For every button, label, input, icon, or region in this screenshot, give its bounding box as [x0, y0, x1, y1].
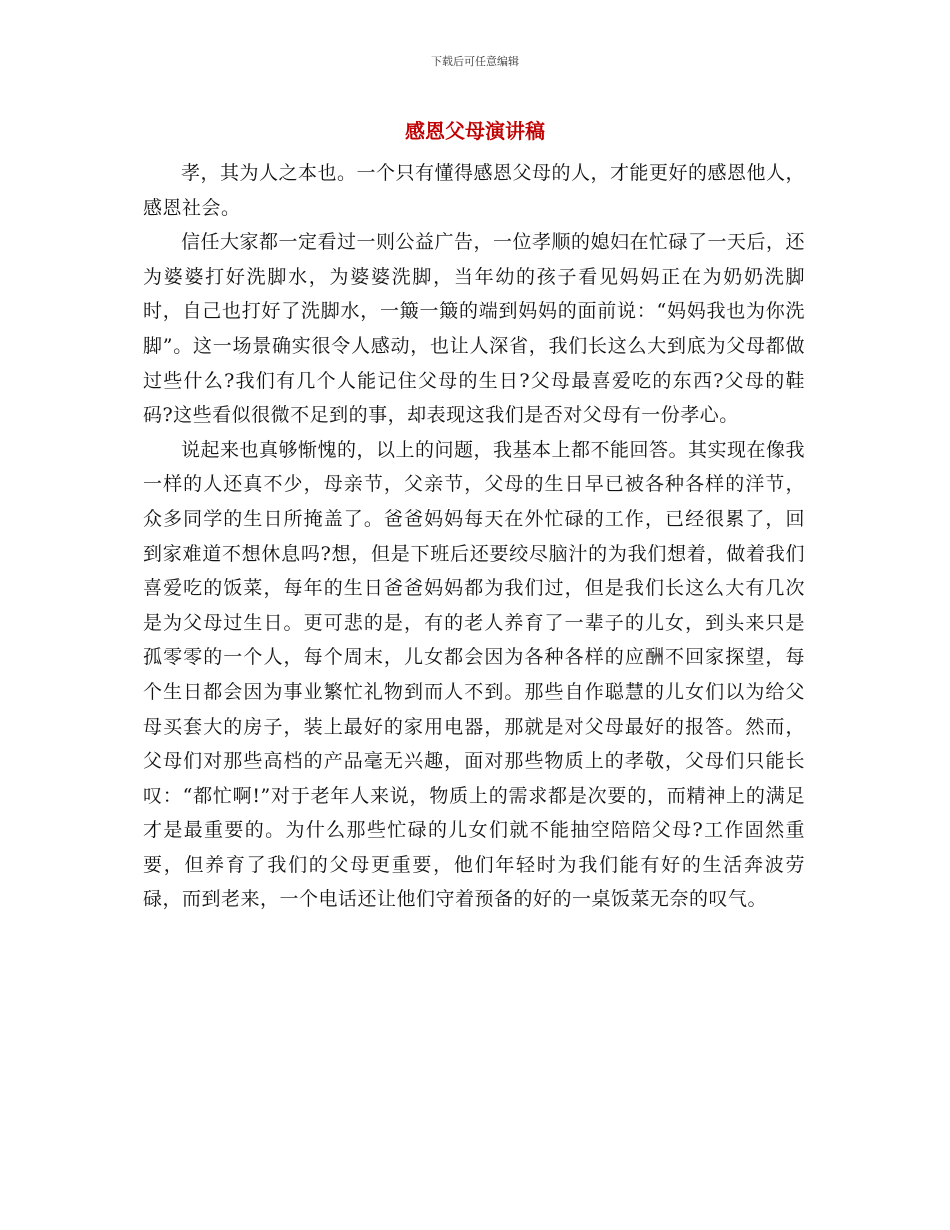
document-body: [143, 156, 805, 917]
header-note: 下载后可任意编辑: [431, 55, 519, 68]
paragraph-1: 孝，其为人之本也。一个只有懂得感恩父母的人，才能更好的感恩他人，感恩社会。: [143, 162, 806, 219]
document-title: 感恩父母演讲稿: [405, 119, 545, 143]
paragraph-3: 说起来也真够惭愧的，以上的问题，我基本上都不能回答。其实现在像我一样的人还真不少，母亲节，父亲节，父母的生日早已被各种各样的洋节，众多同学的生日所掩盖了。爸爸妈妈每天在外忙碌的工作，已经很累了，回到家难道不想休息吗?想，但是下班后还要绞尽脑汁的为我们想着，做着我们喜爱吃的饭菜，每年的生日爸爸妈妈都为我们过，但是我们长这么大有几次是为父母过生日。更可悲的是，有的老人养育了一辈子的儿女，到头来只是孤零零的一个人，每个周末，儿女都会因为各种各样的应酬不回家探望，每个生日都会因为事业繁忙礼物到而人不到。那些自作聪慧的儿女们以为给父母买套大的房子，装上最好的家用电器，那就是对父母最好的报答。然而，父母们对那些高档的产品毫无兴趣，面对那些物质上的孝敬，父母们只能长叹：“都忙啊!”对于老年人来说，物质上的需求都是次要的，而精神上的满足才是最重要的。为什么那些忙碌的儿女们就不能抽空陪陪父母?工作固然重要，但养育了我们的父母更重要，他们年轻时为我们能有好的生活奔波劳碌，而到老来，一个电话还让他们守着预备的好的一桌饭菜无奈的叹气。: [143, 438, 806, 911]
paragraph-2: 信任大家都一定看过一则公益广告，一位孝顺的媳妇在忙碌了一天后，还为婆婆打好洗脚水，为婆婆洗脚，当年幼的孩子看见妈妈正在为奶奶洗脚时，自己也打好了洗脚水，一簸一簸的端到妈妈的面前说：“妈妈我也为你洗脚”。这一场景确实很令人感动，也让人深省，我们长这么大到底为父母都做过些什么?我们有几个人能记住父母的生日?父母最喜爱吃的东西?父母的鞋码?这些看似很微不足到的事，却表现这我们是否对父母有一份孝心。: [143, 231, 806, 427]
